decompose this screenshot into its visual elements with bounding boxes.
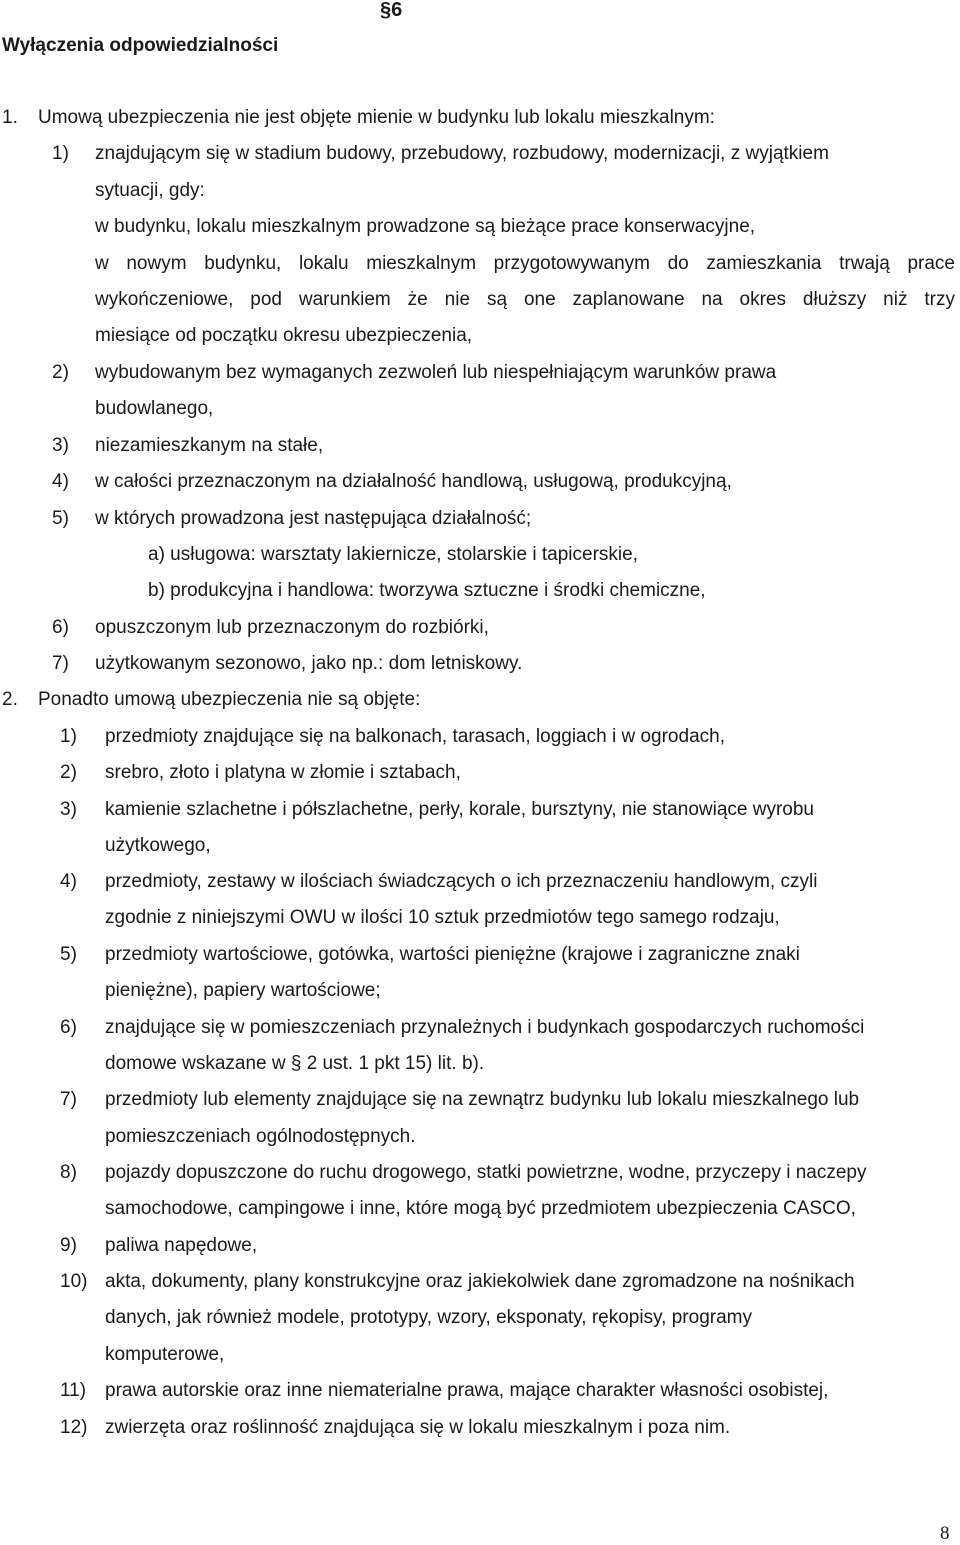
list-item-text: przedmioty wartościowe, gotówka, wartości pieniężne (krajowe i zagraniczne znaki (105, 944, 800, 965)
list-item-number: 12) (60, 1417, 88, 1438)
list-item-text: samochodowe, campingowe i inne, które mogą być przedmiotem ubezpieczenia CASCO, (105, 1198, 856, 1219)
list-item-number: 1) (52, 143, 69, 164)
sub-item-text: b) produkcyjna i handlowa: tworzywa sztuczne i środki chemiczne, (148, 580, 706, 601)
list-item-text: w których prowadzona jest następująca działalność; (95, 508, 532, 529)
list-item-text: w budynku, lokalu mieszkalnym prowadzone są bieżące prace konserwacyjne, (95, 216, 756, 237)
page-number: 8 (940, 1523, 950, 1544)
list-item-number: 3) (52, 435, 69, 456)
list-item-text: miesiące od początku okresu ubezpieczenia, (95, 325, 473, 346)
list-item-number: 10) (60, 1271, 88, 1292)
list-item-number: 5) (60, 944, 77, 965)
list-item-number: 7) (60, 1089, 77, 1110)
list-item-text: w nowym budynku, lokalu mieszkalnym przygotowywanym do zamieszkania trwają prace (95, 253, 955, 274)
sub-item-text: a) usługowa: warsztaty lakiernicze, stolarskie i tapicerskie, (148, 544, 638, 565)
list-item-text: przedmioty, zestawy w ilościach świadczących o ich przeznaczeniu handlowym, czyli (105, 871, 818, 892)
list-item-text: wykończeniowe, pod warunkiem że nie są one zaplanowane na okres dłuższy niż trzy (95, 289, 955, 310)
list-item-number: 5) (52, 508, 69, 529)
list-item-number: 6) (52, 617, 69, 638)
list-item-text: prawa autorskie oraz inne niematerialne prawa, mające charakter własności osobistej, (105, 1380, 829, 1401)
list-item-number: 6) (60, 1017, 77, 1038)
point-intro: Ponadto umową ubezpieczenia nie są objęte: (38, 689, 421, 710)
list-item-text: pieniężne), papiery wartościowe; (105, 980, 381, 1001)
list-item-number: 4) (60, 871, 77, 892)
list-item-text: pojazdy dopuszczone do ruchu drogowego, statki powietrzne, wodne, przyczepy i naczepy (105, 1162, 867, 1183)
list-item-text: domowe wskazane w § 2 ust. 1 pkt 15) lit. b). (105, 1053, 485, 1074)
list-item-text: przedmioty lub elementy znajdujące się na zewnątrz budynku lub lokalu mieszkalnego lub (105, 1089, 860, 1110)
list-item-text: budowlanego, (95, 398, 214, 419)
point-number: 1. (2, 107, 18, 128)
list-item-text: w całości przeznaczonym na działalność handlową, usługową, produkcyjną, (95, 471, 732, 492)
list-item-text: pomieszczeniach ogólnodostępnych. (105, 1126, 416, 1147)
list-item-text: paliwa napędowe, (105, 1235, 258, 1256)
list-item-number: 4) (52, 471, 69, 492)
list-item-text: znajdujące się w pomieszczeniach przynależnych i budynkach gospodarczych ruchomości (105, 1017, 865, 1038)
list-item-number: 7) (52, 653, 69, 674)
point-number: 2. (2, 689, 18, 710)
list-item-text: wybudowanym bez wymaganych zezwoleń lub niespełniającym warunków prawa (95, 362, 777, 383)
list-item-text: opuszczonym lub przeznaczonym do rozbiórki, (95, 617, 489, 638)
list-item-number: 9) (60, 1235, 77, 1256)
list-item-number: 2) (52, 362, 69, 383)
list-item-number: 8) (60, 1162, 77, 1183)
list-item-text: znajdującym się w stadium budowy, przebudowy, rozbudowy, modernizacji, z wyjątkiem (95, 143, 829, 164)
list-item-text: przedmioty znajdujące się na balkonach, tarasach, loggiach i w ogrodach, (105, 726, 725, 747)
list-item-number: 11) (60, 1380, 87, 1401)
list-item-text: kamienie szlachetne i półszlachetne, perły, korale, bursztyny, nie stanowiące wyrobu (105, 799, 814, 820)
list-item-text: użytkowego, (105, 835, 211, 856)
list-item-text: akta, dokumenty, plany konstrukcyjne oraz jakiekolwiek dane zgromadzone na nośnikach (105, 1271, 855, 1292)
list-item-text: srebro, złoto i platyna w złomie i sztabach, (105, 762, 461, 783)
list-item-number: 1) (60, 726, 77, 747)
list-item-number: 2) (60, 762, 77, 783)
page-heading: Wyłączenia odpowiedzialności (2, 35, 279, 56)
list-item-text: użytkowanym sezonowo, jako np.: dom letniskowy. (95, 653, 523, 674)
list-item-text: komputerowe, (105, 1344, 225, 1365)
list-item-text: zgodnie z niniejszymi OWU w ilości 10 sztuk przedmiotów tego samego rodzaju, (105, 907, 780, 928)
list-item-number: 3) (60, 799, 77, 820)
list-item-text: niezamieszkanym na stałe, (95, 435, 324, 456)
point-intro: Umową ubezpieczenia nie jest objęte mienie w budynku lub lokalu mieszkalnym: (38, 107, 715, 128)
list-item-text: danych, jak również modele, prototypy, wzory, eksponaty, rękopisy, programy (105, 1307, 752, 1328)
list-item-text: sytuacji, gdy: (95, 180, 205, 201)
section-number: §6 (380, 0, 403, 21)
list-item-text: zwierzęta oraz roślinność znajdująca się w lokalu mieszkalnym i poza nim. (105, 1417, 731, 1438)
